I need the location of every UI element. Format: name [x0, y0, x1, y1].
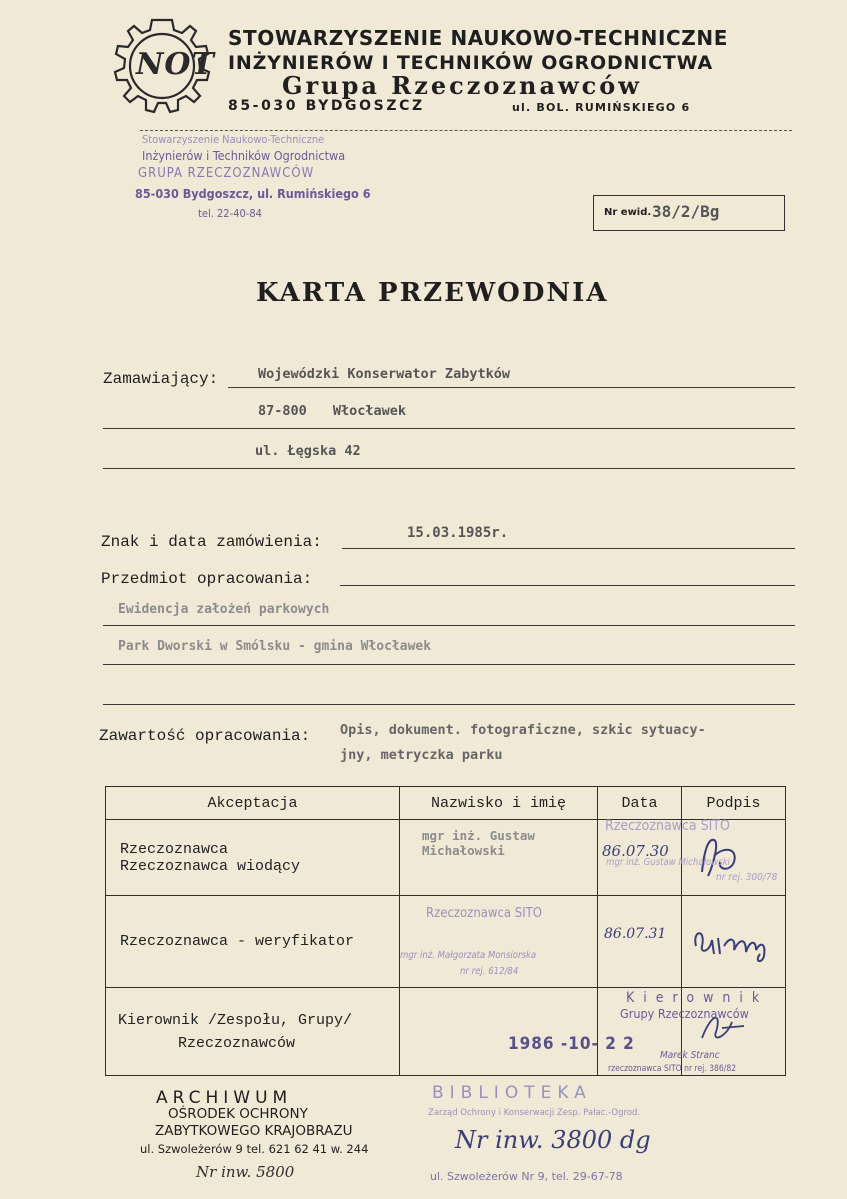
- stamp-line: Inżynierów i Techników Ogrodnictwa: [142, 148, 346, 163]
- column-header: Podpis: [682, 787, 786, 820]
- nazwisko-cell: [400, 988, 635, 1076]
- date-stamp: 1986 -10- 2 2: [508, 1034, 635, 1054]
- reference-box: [593, 195, 785, 231]
- stamp-line: Rzeczoznawca SITO: [605, 818, 730, 834]
- przedmiot-line2: Park Dworski w Smólsku - gmina Włocławek: [118, 639, 432, 654]
- org-name-line1: STOWARZYSZENIE NAUKOWO-TECHNICZNE: [228, 26, 728, 50]
- podpis-cell: [682, 896, 786, 988]
- column-header: Nazwisko i imię: [400, 787, 598, 820]
- zawartosc-line1: Opis, dokument. fotograficzne, szkic sytuacy-: [340, 722, 706, 738]
- cell-text: Rzeczoznawców: [178, 1034, 296, 1052]
- reference-value: 38/2/Bg: [652, 202, 720, 221]
- stamp-line: Kierownik: [626, 990, 769, 1006]
- handwritten-date: 86.07.30: [602, 842, 669, 860]
- cell-text: Michałowski: [422, 843, 505, 858]
- zawartosc-line2: jny, metryczka parku: [340, 747, 503, 763]
- stamp-line: Marek Stranc: [660, 1050, 720, 1061]
- nazwisko-cell: [400, 820, 598, 896]
- stamp-line: nr rej. 300/78: [716, 872, 778, 883]
- archive-line: ul. Szwoleżerów 9 tel. 621 62 41 w. 244: [140, 1142, 369, 1156]
- zawartosc-label: Zawartość opracowania:: [99, 727, 311, 745]
- signature-icon: [690, 916, 780, 966]
- field-line: [103, 428, 795, 429]
- zamawiajacy-label: Zamawiający:: [103, 370, 219, 388]
- field-line: [103, 468, 795, 469]
- reference-label: Nr ewid.: [604, 207, 652, 218]
- library-inventory-note: Nr inw. 3800 dg: [455, 1126, 651, 1154]
- library-line: ul. Szwoleżerów Nr 9, tel. 29-67-78: [430, 1170, 623, 1183]
- column-header: Data: [598, 787, 682, 820]
- stamp-line: Rzeczoznawca SITO: [426, 906, 542, 921]
- field-line: [342, 548, 795, 549]
- address-city: 85-030 BYDGOSZCZ: [228, 98, 425, 114]
- archive-line: OŚRODEK OCHRONY: [168, 1106, 308, 1122]
- library-title: BIBLIOTEKA: [432, 1083, 592, 1103]
- stamp-line: 85-030 Bydgoszcz, ul. Rumińskiego 6: [135, 186, 371, 201]
- field-line: [103, 664, 795, 665]
- stamp-line: nr rej. 612/84: [460, 966, 519, 977]
- table-row: [106, 896, 786, 988]
- cell-text: Kierownik /Zespołu, Grupy/: [118, 1011, 353, 1029]
- akceptacja-cell: [106, 896, 400, 988]
- zamawiajacy-line3: ul. Łęgska 42: [255, 443, 361, 459]
- zamawiajacy-line2: 87-800 Włocławek: [258, 403, 407, 419]
- nazwisko-cell: [400, 896, 598, 988]
- handwritten-date: 86.07.31: [604, 926, 667, 942]
- field-line: [228, 387, 795, 388]
- archive-line: ZABYTKOWEGO KRAJOBRAZU: [155, 1123, 353, 1139]
- akceptacja-cell: [106, 820, 400, 896]
- stamp-line: mgr inż. Gustaw Michałowski: [606, 857, 731, 868]
- field-line: [103, 704, 795, 705]
- header-rule: [140, 130, 792, 131]
- logo-text: NOT: [136, 47, 215, 82]
- cell-text: mgr inż. Gustaw: [422, 828, 535, 843]
- cell-text: Rzeczoznawca - weryfikator: [120, 933, 355, 950]
- stamp-line: GRUPA RZECZOZNAWCÓW: [138, 166, 315, 181]
- przedmiot-label: Przedmiot opracowania:: [101, 570, 313, 588]
- column-header: Akceptacja: [106, 787, 400, 820]
- stamp-line: rzeczoznawca SITO nr rej. 386/82: [608, 1064, 737, 1074]
- archive-title: ARCHIWUM: [156, 1088, 293, 1108]
- stamp-line: Grupy Rzeczoznawców: [620, 1006, 749, 1021]
- archive-inventory-note: Nr inw. 5800: [196, 1163, 295, 1181]
- zamawiajacy-line1: Wojewódzki Konserwator Zabytków: [258, 366, 510, 382]
- field-line: [103, 625, 795, 626]
- stamp-line: tel. 22-40-84: [198, 207, 262, 220]
- stamp-line: Stowarzyszenie Naukowo-Techniczne: [142, 133, 325, 146]
- org-name-line3: Grupa Rzeczoznawców: [282, 71, 642, 100]
- address-street: ul. BOL. RUMIŃSKIEGO 6: [512, 101, 691, 114]
- stamp-line: mgr inż. Małgorzata Monsiorska: [400, 950, 537, 961]
- org-name-line2: INŻYNIERÓW I TECHNIKÓW OGRODNICTWA: [228, 52, 714, 74]
- field-line: [340, 585, 795, 586]
- znak-label: Znak i data zamówienia:: [101, 533, 322, 551]
- library-line: Zarząd Ochrony i Konserwacji Zesp. Pałac.-Ogrod.: [428, 1108, 641, 1118]
- cell-text: Rzeczoznawca wiodący: [120, 857, 301, 875]
- table-header-row: [106, 787, 786, 820]
- znak-value: 15.03.1985r.: [407, 525, 509, 541]
- page-title: KARTA PRZEWODNIA: [256, 278, 609, 308]
- przedmiot-line1: Ewidencja założeń parkowych: [118, 602, 330, 617]
- data-cell: [598, 896, 682, 988]
- akceptacja-cell: [106, 988, 400, 1076]
- cell-text: Rzeczoznawca: [120, 840, 229, 858]
